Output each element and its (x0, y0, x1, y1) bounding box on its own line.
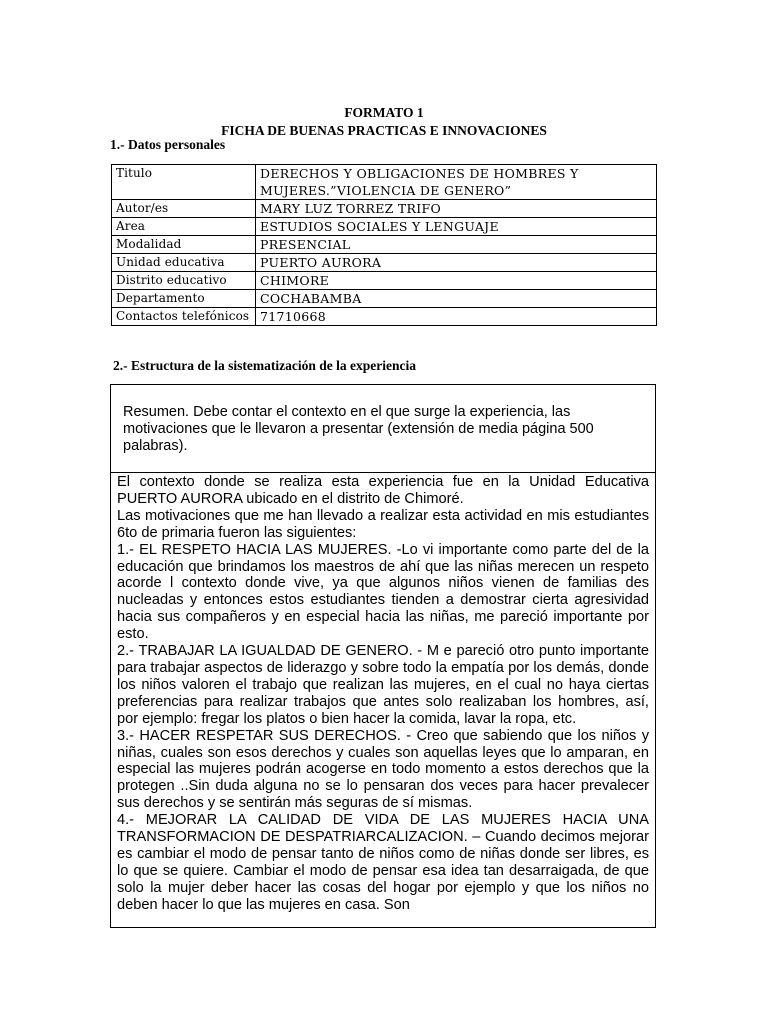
row-label: Unidad educativa (112, 254, 256, 272)
row-value: ESTUDIOS SOCIALES Y LENGUAJE (256, 218, 657, 236)
row-label: Area (112, 218, 256, 236)
table-row (112, 165, 657, 200)
row-value: DERECHOS Y OBLIGACIONES DE HOMBRES Y MUJERES.”VIOLENCIA DE GENERO” (256, 165, 657, 200)
table-row (112, 272, 657, 290)
row-label: Autor/es (112, 200, 256, 218)
table-row (112, 290, 657, 308)
paragraph: 2.- TRABAJAR LA IGUALDAD DE GENERO. - M e pareció otro punto importante para trabajar aspectos de liderazgo y sobre todo la empatía por los demás, donde los niños valoren el trabajo que realizan las mujeres, en el cual no haya ciertas preferencias para realizar trabajos que antes solo realizaban los hombres, así, por ejemplo: fregar los platos o bien hacer la comida, lavar la ropa, etc. (117, 643, 649, 727)
paragraph: El contexto donde se realiza esta experiencia fue en la Unidad Educativa PUERTO AURORA ubicado en el distrito de Chimoré. (117, 474, 649, 507)
form-number: FORMATO 1 (344, 105, 424, 120)
row-label: Titulo (112, 165, 256, 200)
form-title: FICHA DE BUENAS PRACTICAS E INNOVACIONES (221, 123, 547, 138)
row-value: CHIMORE (256, 272, 657, 290)
row-value: 71710668 (256, 308, 657, 326)
row-value: PUERTO AURORA (256, 254, 657, 272)
row-label: Departamento (112, 290, 256, 308)
row-label: Contactos telefónicos (112, 308, 256, 326)
paragraph: Las motivaciones que me han llevado a realizar esta actividad en mis estudiantes 6to de primaria fueron las siguientes: (117, 507, 649, 541)
table-row (112, 236, 657, 254)
personal-data-table (111, 164, 657, 326)
table-row (112, 200, 657, 218)
row-value: MARY LUZ TORREZ TRIFO (256, 200, 657, 218)
row-value: COCHABAMBA (256, 290, 657, 308)
experience-text (111, 473, 655, 914)
row-label: Distrito educativo (112, 272, 256, 290)
table-row (112, 218, 657, 236)
experience-box (110, 384, 656, 928)
section-1-heading: 1.- Datos personales (110, 137, 226, 152)
paragraph: 3.- HACER RESPETAR SUS DERECHOS. - Creo que sabiendo que los niños y niñas, cuales son esos derechos y cuales son aquellas leyes que lo amparan, en especial las mujeres podrán acogerse en todo momento a estos derechos que la protegen ..Sin duda alguna no se lo pensaran dos veces para hacer prevalecer sus derechos y se sentirán más seguras de sí mismas. (117, 727, 649, 812)
row-value: PRESENCIAL (256, 236, 657, 254)
row-label: Modalidad (112, 236, 256, 254)
section-2-heading: 2.- Estructura de la sistematización de la experiencia (113, 358, 416, 373)
table-row (112, 254, 657, 272)
document-header (0, 104, 768, 140)
table-row (112, 308, 657, 326)
resumen-instructions: Resumen. Debe contar el contexto en el que surge la experiencia, las motivaciones que le llevaron a presentar (extensión de media página 500 palabras). (111, 385, 655, 473)
paragraph: 1.- EL RESPETO HACIA LAS MUJERES. -Lo vi importante como parte del de la educación que brindamos los maestros de ahí que las niñas merecen un respeto acorde l contexto donde vive, ya que algunos niños vienen de familias des nucleadas y entonces estos estudiantes tienden a demostrar cierta agresividad hacia sus compañeros y en especial hacia las niñas, me pareció importante por esto. (117, 541, 649, 643)
paragraph: 4.- MEJORAR LA CALIDAD DE VIDA DE LAS MUJERES HACIA UNA TRANSFORMACION DE DESPATRIARCALIZACION. – Cuando decimos mejorar es cambiar el modo de pensar tanto de niños como de niñas donde ser libres, es lo que se quiere. Cambiar el modo de pensar esa idea tan desarraigada, de que solo la mujer deber hacer las cosas del hogar por ejemplo y que los niños no deben hacer lo que las mujeres en casa. Son (117, 812, 649, 913)
